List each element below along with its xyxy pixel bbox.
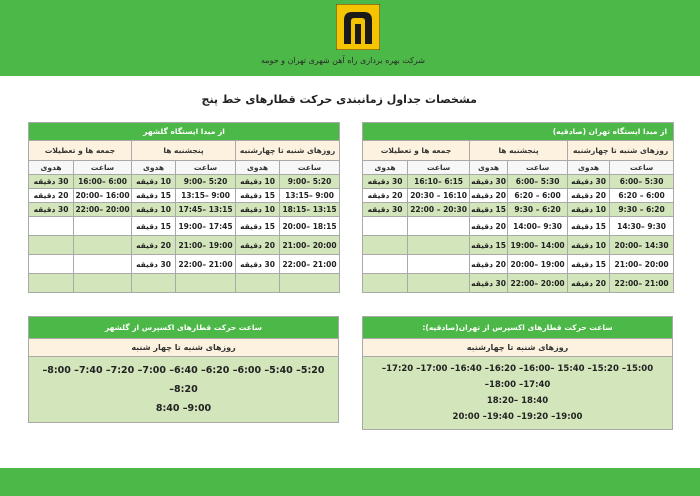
express-times-line: 18:40 –18:20 [486,396,549,406]
group-header-holiday: جمعه ها و تعطیلات [29,141,132,161]
table-cell: 20 دقیقه [568,274,610,293]
col-header: هدوی [568,161,610,175]
page-title: مشخصات جداول زمانبندی حرکت قطارهای خط پنج [201,93,477,106]
table-cell: 30 دقیقه [470,175,508,189]
express-table-golshahr [28,316,339,423]
table-row [363,175,674,189]
table-row [29,255,340,274]
table-cell [29,274,74,293]
table-row [29,274,340,293]
table-cell: 6:00 – 6:20 [610,189,674,203]
table-cell: 13:15 –18:15 [280,203,340,217]
col-header: ساعت [280,161,340,175]
table-cell: 15 دقیقه [568,255,610,274]
table-cell [29,255,74,274]
table-cell: 30 دقیقه [236,255,280,274]
express-times-line: 15:00– 15:20– 15:40 –16:00– 16:20– 16:40– 17:00– 17:20– 17:40– 18:00– [381,364,654,390]
table-cell: 14:30 –20:00 [610,236,674,255]
col-header: ساعت [508,161,568,175]
table-cell: 17:45 –19:00 [176,217,236,236]
table-cell [74,217,132,236]
table-cell: 9:30 –14:30 [610,217,674,236]
table-cell: 20 دقیقه [568,189,610,203]
table-row [363,236,674,255]
col-header: ساعت [610,161,674,175]
table-cell: 5:30 –6:00 [508,175,568,189]
table-cell: 6:20 – 9:30 [610,203,674,217]
table-row [363,203,674,217]
express-times-cell [29,357,339,423]
table-row [29,217,340,236]
table-cell: 10 دقیقه [236,203,280,217]
table-cell [363,217,408,236]
table-cell [236,274,280,293]
table-cell [74,255,132,274]
col-header: هدوی [363,161,408,175]
table-cell: 18:15 –20:00 [280,217,340,236]
table-cell: 30 دقیقه [132,255,176,274]
table-cell: 6:00 –16:00 [74,175,132,189]
table-cell: 15 دقیقه [236,189,280,203]
table-cell: 30 دقیقه [29,203,74,217]
table-cell [132,274,176,293]
express-times-line: 19:00– 19:20– 19:40– 20:00 [452,412,583,422]
metro-logo-icon [336,4,380,50]
table-cell: 9:00 –13:15 [280,189,340,203]
table-row [29,236,340,255]
group-header-weekdays: روزهای شنبه تا چهارشنبه [236,141,340,161]
table-cell: 20:00 –21:00 [610,255,674,274]
table-cell: 10 دقیقه [568,203,610,217]
table-cell: 15 دقیقه [568,217,610,236]
express-days: روزهای شنبه تا چهار شنبه [29,339,339,357]
table-cell [408,236,470,255]
group-header-thursday: پنجشنبه ها [470,141,568,161]
schedule-table-golshahr [28,122,340,293]
header-bar [0,0,700,76]
table-row [363,274,674,293]
table-cell: 30 دقیقه [470,274,508,293]
table-cell [408,217,470,236]
table-cell: 16:10 – 20:30 [408,189,470,203]
group-header-weekdays: روزهای شنبه تا چهارشنبه [568,141,674,161]
table-cell: 20 دقیقه [470,255,508,274]
table-cell [363,255,408,274]
col-header: هدوی [470,161,508,175]
table-row [29,189,340,203]
table-cell [29,217,74,236]
group-header-holiday: جمعه ها و تعطیلات [363,141,470,161]
table-cell: 5:20 –9:00 [176,175,236,189]
table-row [29,175,340,189]
table-cell [363,274,408,293]
table-title: از مبدا ایستگاه گلشهر [29,123,340,141]
table-cell: 15 دقیقه [470,236,508,255]
table-cell [176,274,236,293]
col-header: ساعت [74,161,132,175]
col-header: ساعت [176,161,236,175]
table-cell: 9:30 –14:00 [508,217,568,236]
schedule-table-tehran [362,122,674,293]
express-title: ساعت حرکت قطارهای اکسپرس از تهران(صادقیه): [363,317,673,339]
table-cell: 20 دقیقه [363,189,408,203]
table-title: از مبدا ایستگاه تهران (صادقیه) [363,123,674,141]
group-header-thursday: پنجشنبه ها [132,141,236,161]
table-cell: 21:00 –22:00 [280,255,340,274]
table-cell: 19:00 –20:00 [508,255,568,274]
table-cell: 20:30 – 22:00 [408,203,470,217]
col-header: ساعت [408,161,470,175]
table-cell: 30 دقیقه [568,175,610,189]
col-header: هدوی [29,161,74,175]
table-cell: 30 دقیقه [363,175,408,189]
table-cell: 13:15 –17:45 [176,203,236,217]
table-cell [408,255,470,274]
table-cell: 20 دقیقه [236,236,280,255]
table-cell: 21:00 –22:00 [610,274,674,293]
table-cell: 15 دقیقه [470,203,508,217]
table-cell: 6:00 – 6:20 [508,189,568,203]
table-cell: 20 دقیقه [470,189,508,203]
table-cell: 9:00 –13:15 [176,189,236,203]
footer-bar [0,468,700,496]
table-cell: 20:00 –22:00 [74,203,132,217]
express-days: روزهای شنبه تا چهارشنبه [363,339,673,357]
table-cell: 5:20 –9:00 [280,175,340,189]
table-cell: 15 دقیقه [132,189,176,203]
table-cell: 10 دقیقه [236,175,280,189]
express-title: ساعت حرکت قطارهای اکسپرس از گلشهر [29,317,339,339]
table-cell [363,236,408,255]
table-cell [29,236,74,255]
table-cell [74,236,132,255]
table-cell [408,274,470,293]
col-header: هدوی [236,161,280,175]
table-cell: 10 دقیقه [132,175,176,189]
table-cell: 16:00 –20:00 [74,189,132,203]
table-cell: 30 دقیقه [363,203,408,217]
table-cell: 20:00 –21:00 [280,236,340,255]
org-name: شرکت بهره برداری راه آهن شهری تهران و حومه [260,56,425,65]
express-times-line: 9:00– 8:40 [155,403,212,414]
express-table-tehran [362,316,673,430]
table-cell: 30 دقیقه [29,175,74,189]
table-row [363,189,674,203]
table-cell: 20 دقیقه [29,189,74,203]
table-cell: 20 دقیقه [470,217,508,236]
express-times-line: 5:20– 5:40– 6:00– 6:20– 6:40– 7:00– 7:20– 7:40– 8:00– 8:20– [42,365,325,395]
table-cell: 10 دقیقه [132,203,176,217]
table-cell: 10 دقیقه [568,236,610,255]
table-cell: 6:20 – 9:30 [508,203,568,217]
table-cell: 14:00 –19:00 [508,236,568,255]
table-cell: 19:00 –21:00 [176,236,236,255]
table-cell: 6:15 –16:10 [408,175,470,189]
table-cell: 20 دقیقه [132,236,176,255]
table-cell: 15 دقیقه [236,217,280,236]
table-row [363,255,674,274]
express-times-cell [363,357,673,430]
table-row [363,217,674,236]
table-cell: 15 دقیقه [132,217,176,236]
table-cell: 5:30 –6:00 [610,175,674,189]
table-row [29,203,340,217]
col-header: هدوی [132,161,176,175]
table-cell: 21:00 –22:00 [176,255,236,274]
table-cell [280,274,340,293]
table-cell [74,274,132,293]
table-cell: 20:00 –22:00 [508,274,568,293]
